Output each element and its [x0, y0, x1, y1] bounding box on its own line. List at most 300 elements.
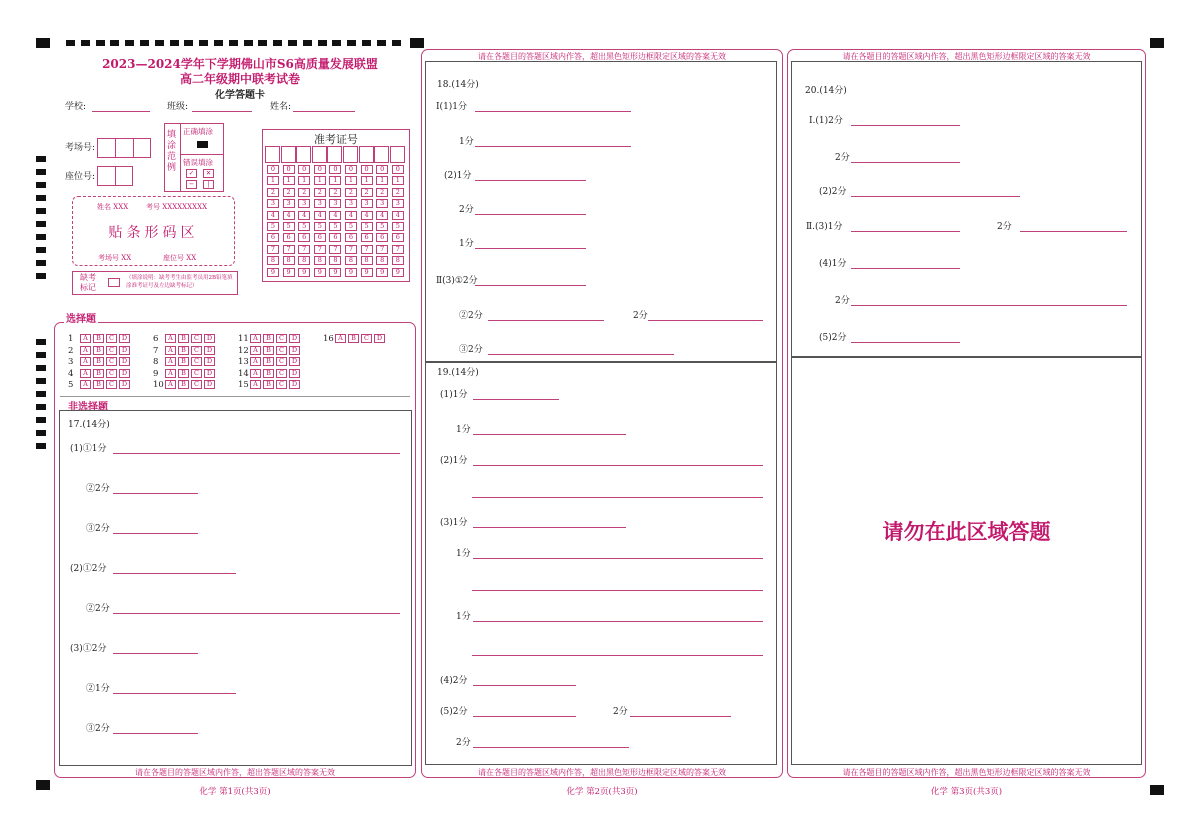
choice-option-D[interactable]: D [374, 334, 385, 343]
timing-mark [347, 40, 356, 46]
timing-mark [332, 40, 341, 46]
timing-mark [36, 156, 46, 162]
exam-number-bubble-0[interactable]: 0 [376, 165, 388, 174]
q19-answer-line[interactable] [473, 399, 559, 400]
timing-mark [96, 40, 105, 46]
q18-item-label: Ⅰ(1)1分 [436, 102, 468, 112]
exam-number-bubble-5[interactable]: 5 [361, 222, 373, 231]
q19-item-label: 2分 [613, 707, 628, 717]
choice-option-C[interactable]: C [106, 357, 117, 366]
exam-number-bubble-5[interactable]: 5 [329, 222, 341, 231]
choice-option-B[interactable]: B [178, 346, 189, 355]
choice-question-8[interactable] [153, 357, 217, 368]
timing-mark [155, 40, 164, 46]
exam-number-bubble-0[interactable]: 0 [267, 165, 279, 174]
choice-option-A[interactable]: A [250, 346, 261, 355]
q19-answer-line[interactable] [472, 497, 763, 498]
exam-number-cell[interactable] [312, 146, 327, 163]
q18-answer-line[interactable] [475, 248, 586, 249]
choice-number: 8 [153, 357, 159, 368]
q19-item-label: (3)1分 [440, 518, 468, 528]
exam-number-bubble-0[interactable]: 0 [392, 165, 404, 174]
page2-bottom-warning: 请在各题目的答题区域内作答，超出黑色矩形边框限定区域的答案无效 [478, 768, 726, 777]
q17-answer-line[interactable] [113, 573, 236, 574]
q20-answer-line[interactable] [851, 231, 960, 232]
nonchoice-heading: 非选择题 [68, 402, 108, 413]
choice-option-A[interactable]: A [250, 380, 261, 389]
choice-option-C[interactable]: C [191, 380, 202, 389]
choice-option-B[interactable]: B [348, 334, 359, 343]
exam-number-bubble-9[interactable]: 9 [345, 268, 357, 277]
exam-number-bubble-4[interactable]: 4 [376, 211, 388, 220]
exam-number-bubble-3[interactable]: 3 [283, 199, 295, 208]
choice-option-B[interactable]: B [93, 380, 104, 389]
timing-mark [184, 40, 193, 46]
choice-option-A[interactable]: A [80, 380, 91, 389]
timing-mark [273, 40, 282, 46]
exam-number-cell[interactable] [281, 146, 296, 163]
choice-question-14[interactable] [238, 369, 302, 380]
exam-number-bubble-2[interactable]: 2 [329, 188, 341, 197]
exam-title-line1: 2023—2024学年下学期佛山市S6高质量发展联盟 [102, 57, 378, 71]
q20-item-label: (2)2分 [819, 187, 847, 197]
exam-number-bubble-2[interactable]: 2 [298, 188, 310, 197]
exam-number-bubble-2[interactable]: 2 [314, 188, 326, 197]
choice-option-D[interactable]: D [119, 334, 130, 343]
timing-mark [36, 352, 46, 358]
q19-answer-line[interactable] [472, 655, 763, 656]
exam-number-bubble-6[interactable]: 6 [267, 233, 279, 242]
choice-option-C[interactable]: C [276, 334, 287, 343]
choice-question-11[interactable] [238, 334, 302, 345]
name-field[interactable] [293, 111, 355, 112]
exam-number-cell[interactable] [374, 146, 389, 163]
exam-number-cell[interactable] [265, 146, 280, 163]
exam-number-bubble-7[interactable]: 7 [361, 245, 373, 254]
q19-item-label: 1分 [456, 425, 471, 435]
choice-option-C[interactable]: C [106, 380, 117, 389]
choice-option-C[interactable]: C [191, 334, 202, 343]
q18-answer-line[interactable] [475, 180, 586, 181]
choice-question-13[interactable] [238, 357, 302, 368]
choice-option-C[interactable]: C [106, 334, 117, 343]
exam-number-bubble-2[interactable]: 2 [267, 188, 279, 197]
choice-option-A[interactable]: A [250, 369, 261, 378]
exam-number-bubble-4[interactable]: 4 [267, 211, 279, 220]
exam-number-bubble-6[interactable]: 6 [314, 233, 326, 242]
q18-item-label: 1分 [459, 239, 474, 249]
q17-answer-line[interactable] [113, 613, 400, 614]
q17-answer-line[interactable] [113, 493, 198, 494]
choice-question-2[interactable] [68, 346, 132, 357]
q18-answer-line[interactable] [488, 320, 604, 321]
exam-number-bubble-7[interactable]: 7 [298, 245, 310, 254]
exam-number-cell[interactable] [296, 146, 311, 163]
choice-question-10[interactable] [153, 380, 217, 391]
exam-number-bubble-8[interactable]: 8 [392, 256, 404, 265]
q20-answer-line[interactable] [851, 305, 1127, 306]
exam-number-bubble-6[interactable]: 6 [392, 233, 404, 242]
exam-number-bubble-0[interactable]: 0 [361, 165, 373, 174]
q20-answer-line[interactable] [851, 162, 960, 163]
exam-number-bubble-3[interactable]: 3 [267, 199, 279, 208]
choice-option-B[interactable]: B [263, 357, 274, 366]
q18-answer-line[interactable] [488, 354, 674, 355]
no-answer-zone-text: 请勿在此区域答题 [882, 520, 1051, 544]
exam-number-bubble-9[interactable]: 9 [298, 268, 310, 277]
q18-item-label: ②2分 [459, 311, 483, 321]
timing-mark [36, 234, 46, 240]
exam-number-bubble-1[interactable]: 1 [329, 176, 341, 185]
exam-number-cell[interactable] [327, 146, 342, 163]
q19-answer-line[interactable] [473, 747, 629, 748]
choice-option-A[interactable]: A [335, 334, 346, 343]
choice-option-D[interactable]: D [289, 346, 300, 355]
choice-option-B[interactable]: B [263, 369, 274, 378]
choice-option-A[interactable]: A [80, 357, 91, 366]
exam-number-bubble-6[interactable]: 6 [283, 233, 295, 242]
q20-item-label: Ⅱ.(3)1分 [806, 222, 843, 232]
q18-answer-line[interactable] [475, 111, 631, 112]
q20-answer-line[interactable] [851, 125, 960, 126]
choice-option-A[interactable]: A [80, 346, 91, 355]
exam-number-bubble-5[interactable]: 5 [376, 222, 388, 231]
exam-number-bubble-2[interactable]: 2 [283, 188, 295, 197]
choice-option-D[interactable]: D [289, 357, 300, 366]
choice-question-1[interactable] [68, 334, 132, 345]
timing-mark [170, 40, 179, 46]
exam-number-bubble-4[interactable]: 4 [329, 211, 341, 220]
school-field[interactable] [92, 111, 150, 112]
exam-number-bubble-4[interactable]: 4 [361, 211, 373, 220]
exam-number-bubble-3[interactable]: 3 [392, 199, 404, 208]
exam-number-bubble-3[interactable]: 3 [329, 199, 341, 208]
exam-number-bubble-0[interactable]: 0 [314, 165, 326, 174]
choice-option-B[interactable]: B [178, 334, 189, 343]
choice-option-C[interactable]: C [191, 346, 202, 355]
exam-number-bubble-8[interactable]: 8 [314, 256, 326, 265]
choice-option-C[interactable]: C [191, 357, 202, 366]
q18-title: 18.(14分) [437, 80, 479, 90]
choice-option-A[interactable]: A [250, 334, 261, 343]
q19-answer-line[interactable] [473, 465, 763, 466]
choice-question-9[interactable] [153, 369, 217, 380]
exam-number-cell[interactable] [390, 146, 405, 163]
timing-mark [81, 40, 90, 46]
timing-mark [125, 40, 134, 46]
timing-mark [36, 247, 46, 253]
choice-option-A[interactable]: A [165, 334, 176, 343]
q17-item-label: (2)①2分 [70, 564, 107, 574]
choice-option-A[interactable]: A [165, 346, 176, 355]
choice-option-B[interactable]: B [93, 346, 104, 355]
q18-answer-line[interactable] [475, 146, 631, 147]
exam-number-bubble-9[interactable]: 9 [314, 268, 326, 277]
exam-number-bubble-8[interactable]: 8 [361, 256, 373, 265]
school-label: 学校: [65, 102, 87, 112]
choice-question-12[interactable] [238, 346, 302, 357]
q20-answer-line[interactable] [851, 342, 960, 343]
exam-number-bubble-7[interactable]: 7 [392, 245, 404, 254]
exam-number-bubble-3[interactable]: 3 [314, 199, 326, 208]
exam-number-bubble-0[interactable]: 0 [345, 165, 357, 174]
choice-option-C[interactable]: C [191, 369, 202, 378]
exam-number-bubble-2[interactable]: 2 [376, 188, 388, 197]
choice-option-D[interactable]: D [204, 346, 215, 355]
q19-item-label: (4)2分 [440, 676, 468, 686]
choice-number: 7 [153, 345, 159, 356]
choice-question-6[interactable] [153, 334, 217, 345]
exam-number-bubble-1[interactable]: 1 [345, 176, 357, 185]
choice-option-D[interactable]: D [119, 357, 130, 366]
exam-number-bubble-9[interactable]: 9 [329, 268, 341, 277]
exam-number-cell[interactable] [359, 146, 374, 163]
corner-mark-bottom-left [36, 780, 50, 790]
choice-question-16[interactable] [323, 334, 387, 345]
page1-warning: 请在各题目的答题区域内作答，超出答题区域的答案无效 [135, 768, 335, 777]
q19-answer-line[interactable] [473, 558, 763, 559]
timing-mark [318, 40, 327, 46]
timing-mark [36, 365, 46, 371]
exam-number-bubble-5[interactable]: 5 [298, 222, 310, 231]
q17-title: 17.(14分) [68, 420, 110, 430]
exam-number-bubble-4[interactable]: 4 [314, 211, 326, 220]
q20-answer-line[interactable] [851, 196, 1020, 197]
choice-option-B[interactable]: B [93, 357, 104, 366]
choice-option-B[interactable]: B [178, 357, 189, 366]
class-field[interactable] [192, 111, 252, 112]
exam-number-bubble-5[interactable]: 5 [392, 222, 404, 231]
choice-option-B[interactable]: B [178, 380, 189, 389]
choice-option-D[interactable]: D [204, 369, 215, 378]
exam-number-bubble-1[interactable]: 1 [267, 176, 279, 185]
choice-option-D[interactable]: D [204, 380, 215, 389]
absent-note: （填涂说明：缺考考生由监考员用2B铅笔填涂准考证号及左边缺考标记） [126, 275, 233, 289]
choice-question-7[interactable] [153, 346, 217, 357]
exam-room-box[interactable] [97, 138, 151, 158]
q20-answer-line[interactable] [1020, 231, 1127, 232]
q17-answer-line[interactable] [113, 693, 236, 694]
timing-mark [36, 169, 46, 175]
exam-number-bubble-7[interactable]: 7 [314, 245, 326, 254]
exam-number-bubble-6[interactable]: 6 [329, 233, 341, 242]
timing-mark [66, 40, 75, 46]
choice-number: 5 [68, 380, 74, 391]
exam-number-bubble-0[interactable]: 0 [283, 165, 295, 174]
q20-item-label: (5)2分 [819, 333, 847, 343]
q17-item-label: ②1分 [86, 684, 110, 694]
choice-option-D[interactable]: D [289, 380, 300, 389]
page1-footer: 化学 第1页(共3页) [199, 787, 271, 797]
choice-option-C[interactable]: C [276, 369, 287, 378]
q19-item-label: 1分 [456, 612, 471, 622]
nonchoice-divider [60, 396, 410, 397]
exam-number-bubble-0[interactable]: 0 [298, 165, 310, 174]
exam-number-bubble-5[interactable]: 5 [314, 222, 326, 231]
choice-option-B[interactable]: B [178, 369, 189, 378]
q17-item-label: ②2分 [86, 484, 110, 494]
exam-number-bubble-1[interactable]: 1 [298, 176, 310, 185]
choice-option-D[interactable]: D [119, 380, 130, 389]
exam-number-bubble-9[interactable]: 9 [283, 268, 295, 277]
choice-option-A[interactable]: A [165, 369, 176, 378]
exam-number-bubble-6[interactable]: 6 [345, 233, 357, 242]
choice-option-B[interactable]: B [263, 380, 274, 389]
exam-number-bubble-6[interactable]: 6 [298, 233, 310, 242]
q17-item-label: (1)①1分 [70, 444, 107, 454]
choice-option-D[interactable]: D [119, 346, 130, 355]
exam-number-bubble-2[interactable]: 2 [392, 188, 404, 197]
exam-number-bubble-8[interactable]: 8 [298, 256, 310, 265]
q17-item-label: ③2分 [86, 724, 110, 734]
choice-option-B[interactable]: B [93, 369, 104, 378]
exam-number-bubble-1[interactable]: 1 [314, 176, 326, 185]
choice-question-5[interactable] [68, 380, 132, 391]
exam-number-bubble-1[interactable]: 1 [361, 176, 373, 185]
timing-mark [377, 40, 386, 46]
q17-answer-line[interactable] [113, 533, 198, 534]
exam-number-bubble-5[interactable]: 5 [283, 222, 295, 231]
exam-number-bubble-8[interactable]: 8 [283, 256, 295, 265]
q18-answer-line[interactable] [475, 285, 586, 286]
timing-mark [36, 404, 46, 410]
absent-checkbox[interactable] [108, 278, 120, 287]
choice-option-D[interactable]: D [204, 334, 215, 343]
q17-answer-line[interactable] [113, 733, 198, 734]
choice-option-C[interactable]: C [276, 357, 287, 366]
q19-answer-line[interactable] [473, 621, 763, 622]
choice-question-4[interactable] [68, 369, 132, 380]
q18-answer-line[interactable] [475, 214, 586, 215]
choice-option-A[interactable]: A [165, 357, 176, 366]
exam-number-bubble-7[interactable]: 7 [283, 245, 295, 254]
choice-number: 4 [68, 368, 74, 379]
timing-mark [36, 221, 46, 227]
choice-option-D[interactable]: D [119, 369, 130, 378]
class-label: 班级: [167, 102, 189, 112]
exam-number-bubble-4[interactable]: 4 [345, 211, 357, 220]
choice-option-C[interactable]: C [276, 380, 287, 389]
q18-item-label: ③2分 [459, 345, 483, 355]
exam-number-bubble-9[interactable]: 9 [267, 268, 279, 277]
q18-item-label: (2)1分 [444, 171, 472, 181]
q20-answer-line[interactable] [851, 268, 960, 269]
exam-number-bubble-9[interactable]: 9 [376, 268, 388, 277]
q18-answer-line[interactable] [648, 320, 763, 321]
exam-number-bubble-3[interactable]: 3 [361, 199, 373, 208]
timing-mark [36, 208, 46, 214]
barcode-seat-line: 座位号 XX [163, 254, 197, 262]
q20-item-label: Ⅰ.(1)2分 [809, 116, 843, 126]
choice-question-3[interactable] [68, 357, 132, 368]
exam-number-bubble-1[interactable]: 1 [283, 176, 295, 185]
exam-number-bubble-8[interactable]: 8 [376, 256, 388, 265]
exam-number-bubble-9[interactable]: 9 [392, 268, 404, 277]
choice-option-D[interactable]: D [289, 369, 300, 378]
exam-number-bubble-4[interactable]: 4 [392, 211, 404, 220]
choice-option-C[interactable]: C [106, 346, 117, 355]
q17-box [59, 410, 412, 766]
exam-number-bubble-8[interactable]: 8 [345, 256, 357, 265]
q19-answer-line[interactable] [473, 685, 576, 686]
choice-heading: 选择题 [64, 310, 98, 325]
choice-option-B[interactable]: B [93, 334, 104, 343]
exam-number-bubble-4[interactable]: 4 [283, 211, 295, 220]
fill-wrong-label: 错误填涂 [183, 158, 213, 167]
exam-number-bubble-7[interactable]: 7 [267, 245, 279, 254]
timing-mark [36, 417, 46, 423]
choice-option-C[interactable]: C [106, 369, 117, 378]
exam-number-bubble-7[interactable]: 7 [329, 245, 341, 254]
q19-answer-line[interactable] [630, 716, 731, 717]
timing-mark [288, 40, 297, 46]
choice-option-C[interactable]: C [361, 334, 372, 343]
exam-number-bubble-6[interactable]: 6 [376, 233, 388, 242]
exam-number-bubble-7[interactable]: 7 [345, 245, 357, 254]
choice-question-15[interactable] [238, 380, 302, 391]
choice-option-A[interactable]: A [80, 369, 91, 378]
choice-option-A[interactable]: A [80, 334, 91, 343]
q20-box [791, 61, 1142, 357]
exam-number-cell[interactable] [343, 146, 358, 163]
exam-number-bubble-4[interactable]: 4 [298, 211, 310, 220]
choice-option-A[interactable]: A [250, 357, 261, 366]
q19-answer-line[interactable] [473, 434, 626, 435]
exam-number-bubble-1[interactable]: 1 [392, 176, 404, 185]
exam-number-bubble-5[interactable]: 5 [345, 222, 357, 231]
exam-number-bubble-3[interactable]: 3 [298, 199, 310, 208]
exam-number-bubble-8[interactable]: 8 [329, 256, 341, 265]
choice-option-D[interactable]: D [204, 357, 215, 366]
q17-answer-line[interactable] [113, 653, 198, 654]
page3-bottom-warning: 请在各题目的答题区域内作答，超出黑色矩形边框限定区域的答案无效 [842, 768, 1091, 777]
name-label: 姓名: [270, 102, 292, 112]
corner-mark-top-right [1150, 38, 1164, 48]
q20-item-label: (4)1分 [819, 259, 847, 269]
exam-number-bubble-3[interactable]: 3 [376, 199, 388, 208]
timing-mark [36, 260, 46, 266]
choice-option-D[interactable]: D [289, 334, 300, 343]
exam-number-bubble-0[interactable]: 0 [329, 165, 341, 174]
q19-item-label: (1)1分 [440, 390, 468, 400]
q19-box [425, 362, 777, 765]
fill-correct-mark [197, 141, 208, 148]
choice-option-C[interactable]: C [276, 346, 287, 355]
choice-number: 6 [153, 334, 159, 344]
exam-number-bubble-6[interactable]: 6 [361, 233, 373, 242]
q19-answer-line[interactable] [472, 590, 763, 591]
q19-answer-line[interactable] [473, 716, 576, 717]
exam-number-bubble-5[interactable]: 5 [267, 222, 279, 231]
exam-number-bubble-9[interactable]: 9 [361, 268, 373, 277]
q19-answer-line[interactable] [473, 527, 626, 528]
exam-number-bubble-2[interactable]: 2 [361, 188, 373, 197]
timing-mark [36, 339, 46, 345]
choice-option-A[interactable]: A [165, 380, 176, 389]
exam-number-bubble-7[interactable]: 7 [376, 245, 388, 254]
q18-item-label: Ⅱ(3)①2分 [436, 276, 478, 286]
q17-answer-line[interactable] [113, 453, 400, 454]
exam-number-bubble-3[interactable]: 3 [345, 199, 357, 208]
q20-item-label: 2分 [835, 296, 850, 306]
choice-option-B[interactable]: B [263, 334, 274, 343]
exam-number-bubble-2[interactable]: 2 [345, 188, 357, 197]
exam-number-bubble-8[interactable]: 8 [267, 256, 279, 265]
page2-top-warning: 请在各题目的答题区域内作答，超出黑色矩形边框限定区域的答案无效 [478, 52, 726, 61]
choice-number: 2 [68, 345, 74, 356]
exam-number-bubble-1[interactable]: 1 [376, 176, 388, 185]
choice-option-B[interactable]: B [263, 346, 274, 355]
